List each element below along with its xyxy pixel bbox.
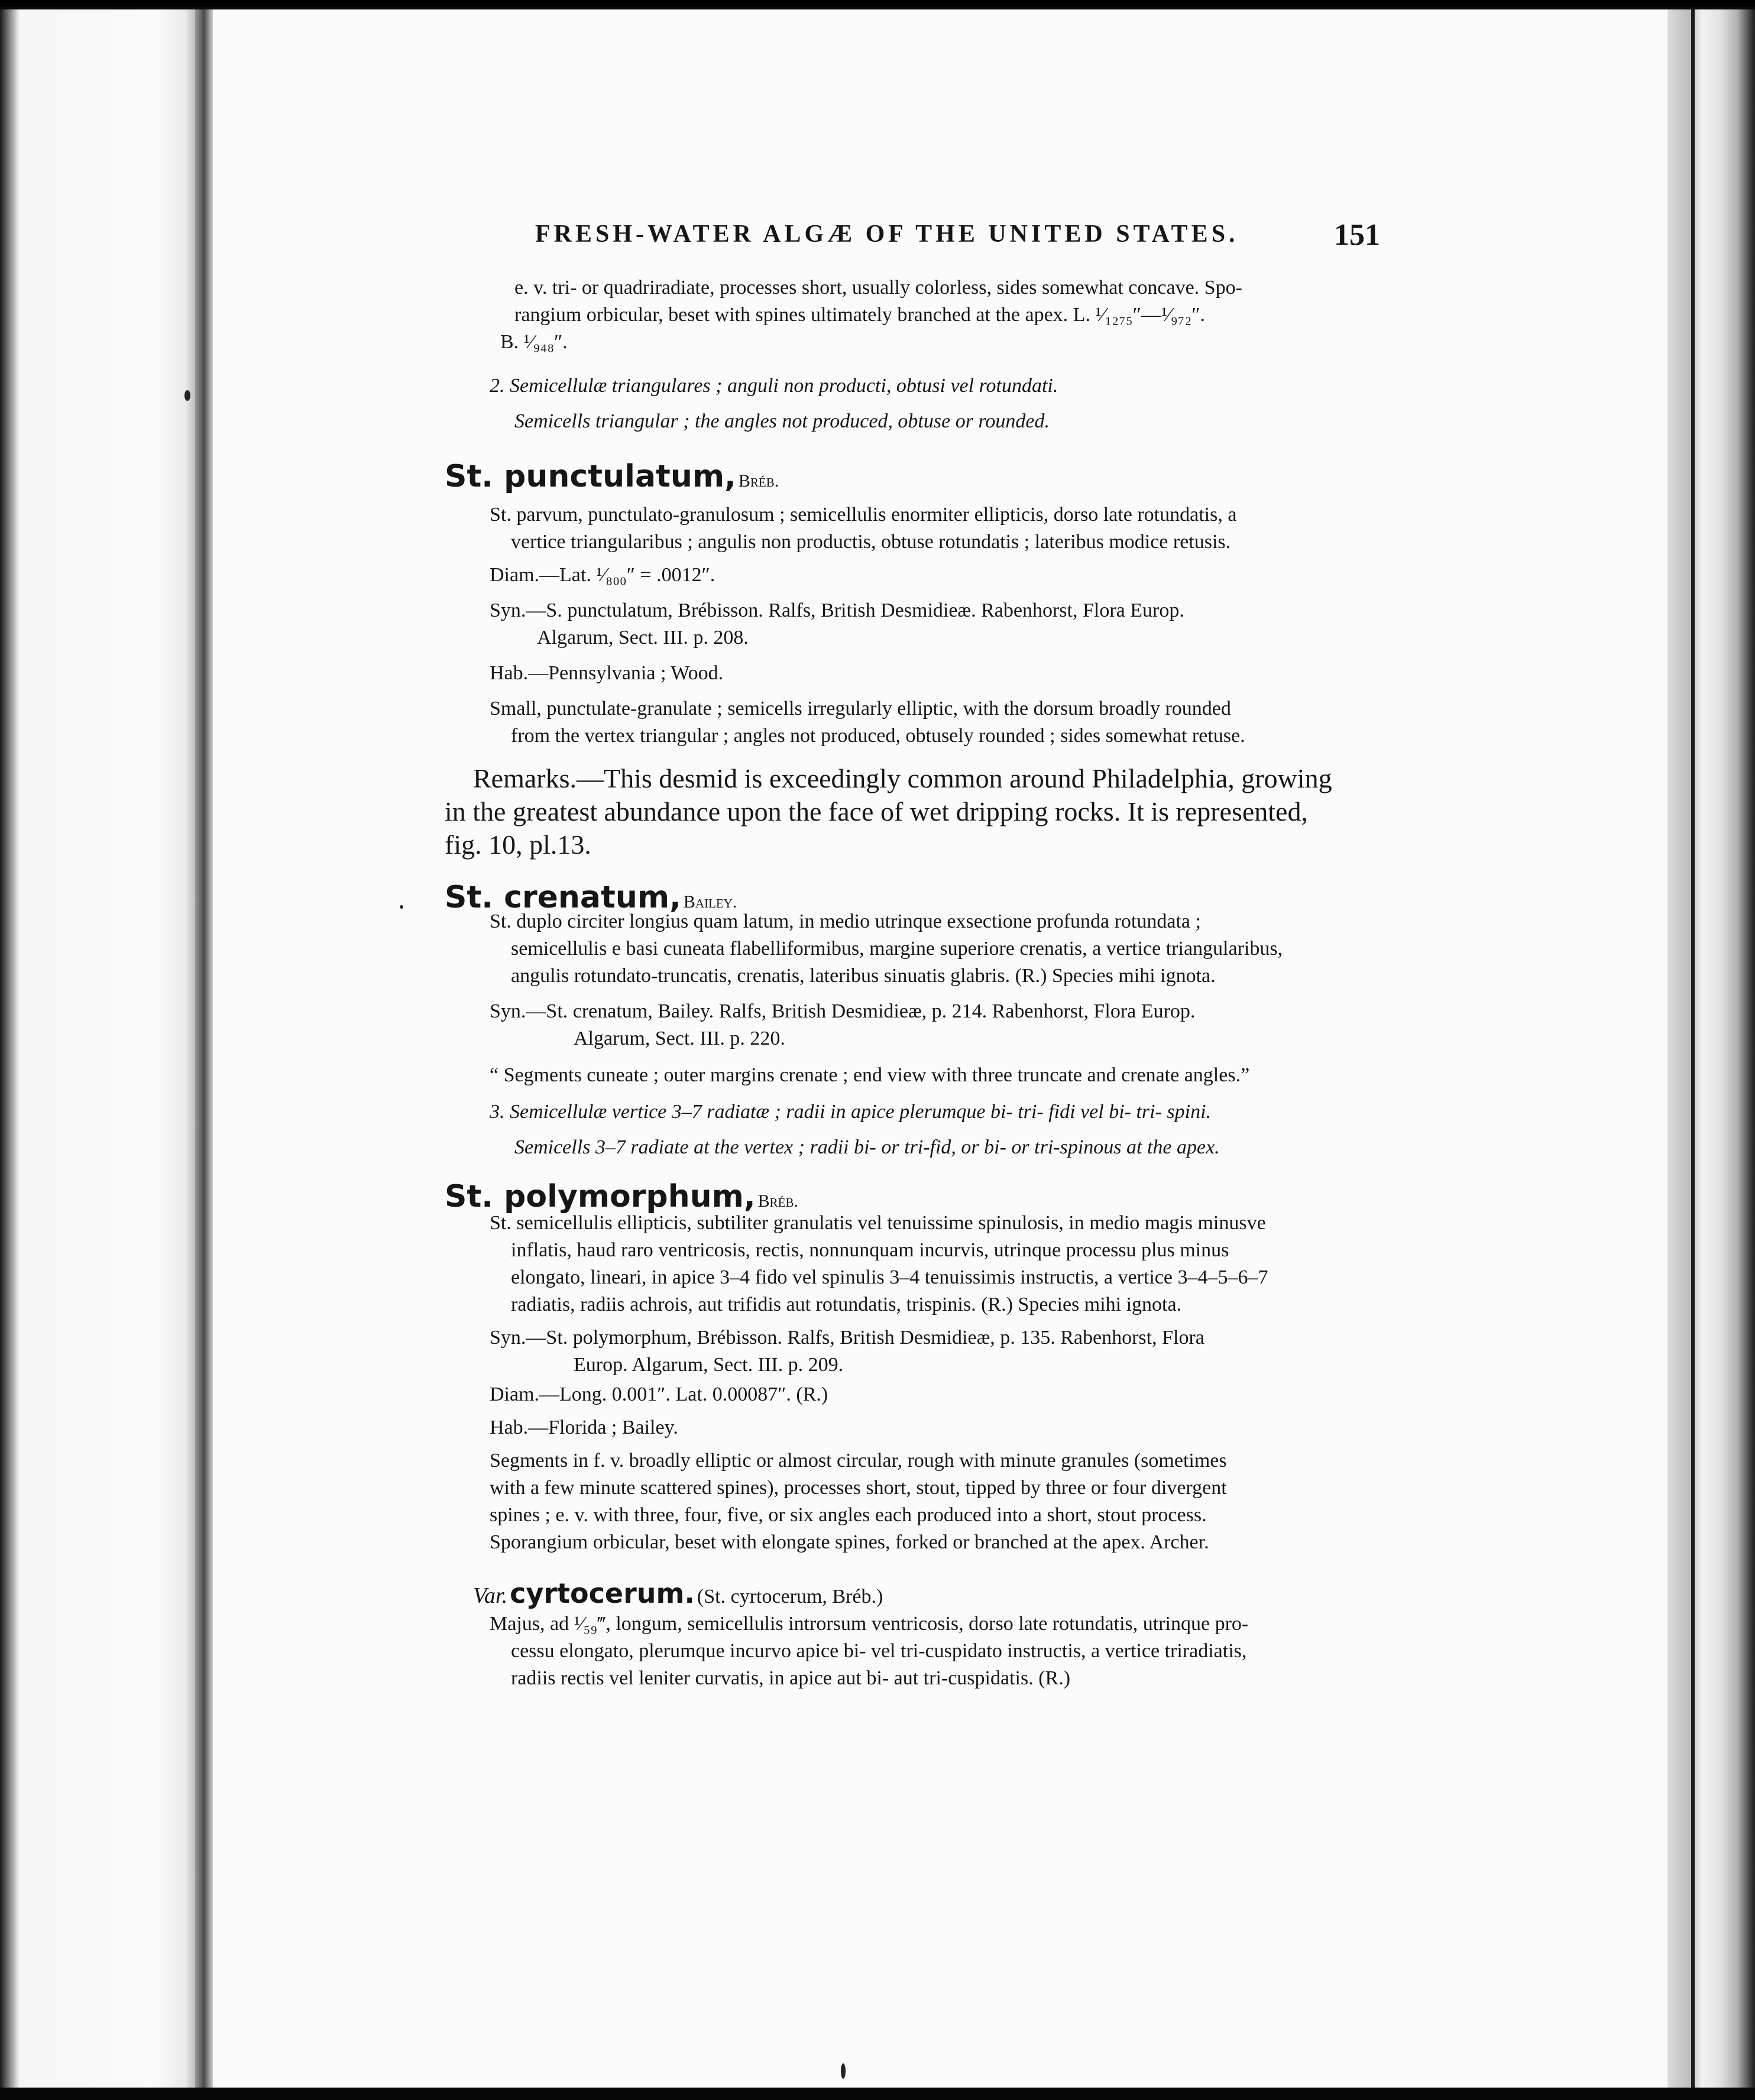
latin-description: St. parvum, punctulato-granulosum ; semicellulis enormiter ellipticis, dorso late rotundatis, a (490, 504, 1237, 526)
english-description: with a few minute scattered spines), processes short, stout, tipped by three or four divergent (490, 1477, 1227, 1499)
speck-mark (400, 905, 403, 909)
scan-edge-top (0, 0, 1755, 7)
left-page-sliver (0, 9, 195, 2088)
latin-description: radiis rectis vel leniter curvatis, in apice aut bi- aut tri-cuspidatis. (R.) (511, 1667, 1071, 1689)
latin-description: angulis rotundato-truncatis, crenatis, lateribus sinuatis glabris. (R.) Species mihi ignota. (511, 965, 1216, 987)
latin-description: elongato, lineari, in apice 3–4 fido vel spinulis 3–4 tenuissimis instructis, a vertice 3–4–5–6–7 (511, 1266, 1268, 1288)
english-description: Segments in f. v. broadly elliptic or almost circular, rough with minute granules (sometimes (490, 1450, 1227, 1472)
remarks: Remarks.—This desmid is exceedingly common around Philadelphia, growing (473, 763, 1332, 793)
species-heading-punctulatum (445, 459, 779, 494)
latin-description: St. semicellulis ellipticis, subtiliter granulatis vel tenuissime spinulosis, in medio magis minusve (490, 1212, 1266, 1234)
intro-line: B. ¹⁄₉₄₈″. (500, 331, 568, 353)
variety-synonym: (St. cyrtocerum, Bréb.) (697, 1586, 883, 1608)
species-name: St. punctulatum, (445, 459, 736, 494)
species-author: Bréb. (738, 471, 779, 491)
group-3-english: Semicells 3–7 radiate at the vertex ; radii bi- or tri-fid, or bi- or tri-spinous at the apex. (514, 1136, 1220, 1158)
latin-description: vertice triangularibus ; angulis non productis, obtuse rotundatis ; lateribus modice retusis. (511, 531, 1231, 553)
synonymy: Algarum, Sect. III. p. 208. (537, 627, 749, 649)
diameter: Diam.—Lat. ¹⁄₈₀₀″ = .0012″. (490, 564, 715, 586)
book-gutter (195, 9, 213, 2088)
intro-line: rangium orbicular, beset with spines ultimately branched at the apex. L. ¹⁄₁₂₇₅″—¹⁄₉₇₂″. (514, 304, 1205, 326)
english-description: Small, punctulate-granulate ; semicells irregularly elliptic, with the dorsum broadly rounded (490, 698, 1231, 720)
species-heading-polymorphum (445, 1179, 798, 1214)
latin-description: Majus, ad ¹⁄₅₉‴, longum, semicellulis introrsum ventricosis, dorso late rotundatis, utrinque pro- (490, 1613, 1249, 1635)
speck-mark (184, 390, 190, 401)
species-name: St. crenatum, (445, 880, 681, 915)
english-description: Sporangium orbicular, beset with elongate spines, forked or branched at the apex. Archer. (490, 1531, 1209, 1553)
intro-line: e. v. tri- or quadriradiate, processes short, usually colorless, sides somewhat concave. Spo- (514, 277, 1242, 299)
running-title: FRESH-WATER ALGÆ OF THE UNITED STATES. (535, 221, 1239, 248)
variety-heading-cyrtocerum (473, 1577, 883, 1610)
remarks: in the greatest abundance upon the face of wet dripping rocks. It is represented, (445, 796, 1308, 827)
species-author: Bréb. (757, 1191, 798, 1211)
synonymy: Algarum, Sect. III. p. 220. (574, 1028, 785, 1049)
species-name: St. polymorphum, (445, 1179, 756, 1214)
diameter: Diam.—Long. 0.001″. Lat. 0.00087″. (R.) (490, 1383, 828, 1405)
synonymy: Syn.—St. crenatum, Bailey. Ralfs, British Desmidieæ, p. 214. Rabenhorst, Flora Europ. (490, 1000, 1196, 1022)
scan-edge-bottom (0, 2088, 1755, 2100)
variety-label: Var. (473, 1583, 508, 1608)
group-2-latin: 2. Semicellulæ triangulares ; anguli non producti, obtusi vel rotundati. (490, 375, 1058, 397)
species-author: Bailey. (683, 892, 737, 912)
synonymy: Syn.—St. polymorphum, Brébisson. Ralfs, British Desmidieæ, p. 135. Rabenhorst, Flora (490, 1327, 1204, 1349)
latin-description: semicellulis e basi cuneata flabelliformibus, margine superiore crenatis, a vertice triangularibus, (511, 938, 1283, 960)
latin-description: cessu elongato, plerumque incurvo apice bi- vel tri-cuspidato instructis, a vertice triradiatis, (511, 1640, 1247, 1662)
variety-name: cyrtocerum. (510, 1577, 695, 1609)
group-2-english: Semicells triangular ; the angles not produced, obtuse or rounded. (514, 410, 1050, 432)
synonymy: Syn.—S. punctulatum, Brébisson. Ralfs, British Desmidieæ. Rabenhorst, Flora Europ. (490, 599, 1184, 621)
english-description: spines ; e. v. with three, four, five, or six angles each produced into a short, stout process. (490, 1504, 1207, 1526)
latin-description: inflatis, haud raro ventricosis, rectis, nonnunquam incurvis, utrinque processu plus minus (511, 1239, 1229, 1261)
synonymy: Europ. Algarum, Sect. III. p. 209. (574, 1354, 844, 1376)
quoted-description: “ Segments cuneate ; outer margins crenate ; end view with three truncate and crenate angles.” (490, 1064, 1250, 1086)
page-edge-line (1691, 9, 1695, 2088)
page-number: 151 (1334, 218, 1380, 252)
latin-description: radiatis, radiis achrois, aut trifidis aut rotundatis, trispinis. (R.) Species mihi ignota. (511, 1294, 1182, 1315)
latin-description: St. duplo circiter longius quam latum, in medio utrinque exsectione profunda rotundata ; (490, 910, 1201, 932)
page-edge-right (1667, 9, 1755, 2100)
habitat: Hab.—Pennsylvania ; Wood. (490, 662, 724, 684)
group-3-latin: 3. Semicellulæ vertice 3–7 radiatæ ; radii in apice plerumque bi- tri- fidi vel bi- tri- spini. (490, 1101, 1212, 1123)
habitat: Hab.—Florida ; Bailey. (490, 1417, 678, 1438)
remarks: fig. 10, pl.13. (445, 829, 591, 860)
speck-mark (841, 2063, 846, 2079)
english-description: from the vertex triangular ; angles not produced, obtusely rounded ; sides somewhat retuse. (511, 725, 1245, 747)
